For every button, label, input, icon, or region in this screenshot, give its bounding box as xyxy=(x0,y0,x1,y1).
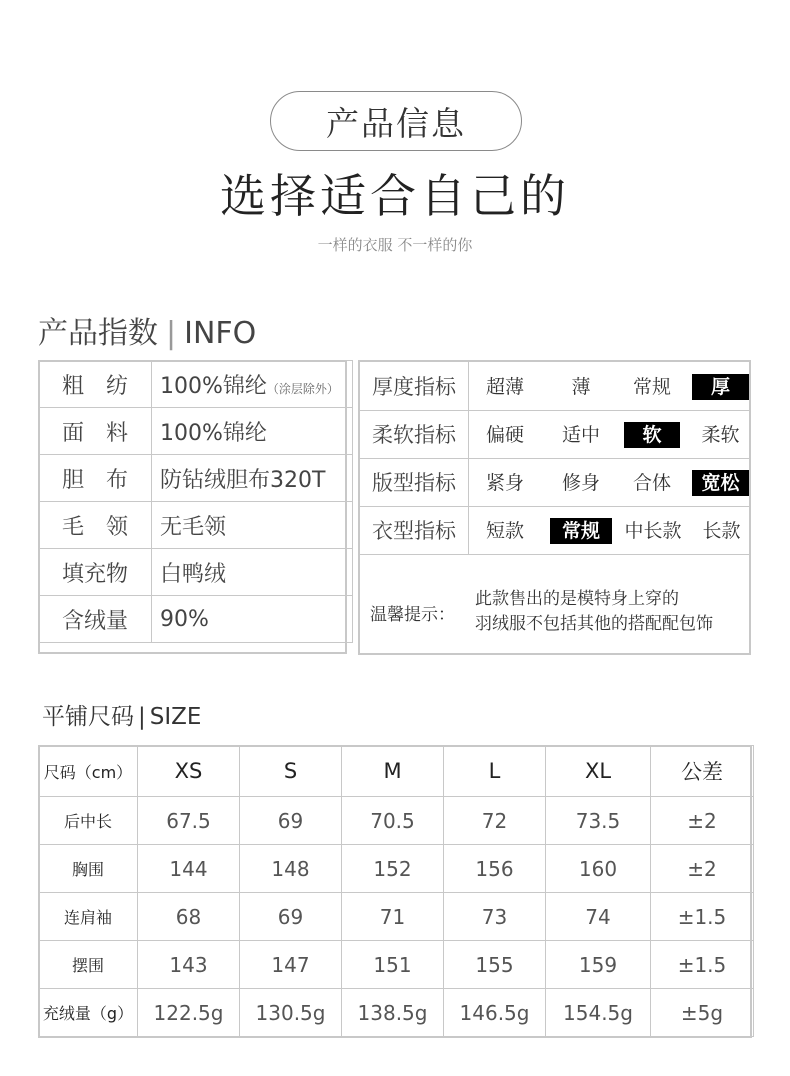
table-row xyxy=(39,797,754,845)
spec-row xyxy=(39,408,353,455)
section-pill-product-info xyxy=(270,91,522,151)
index-option: 偏硬 xyxy=(485,424,524,446)
product-index-title-cn: 产品指数 xyxy=(38,316,158,351)
size-cell: ±2 xyxy=(651,797,754,845)
index-option: 超薄 xyxy=(485,376,524,398)
index-label: 版型指标 xyxy=(360,458,469,506)
size-cell: 122.5g xyxy=(138,989,240,1037)
size-cell: ±5g xyxy=(651,989,754,1037)
size-header-row xyxy=(39,746,754,797)
size-cell: 147 xyxy=(240,941,342,989)
size-section-title xyxy=(42,698,201,731)
title-separator: | xyxy=(166,316,177,351)
index-option: 常规 xyxy=(632,376,671,398)
spec-key: 面 料 xyxy=(39,408,152,455)
index-option: 软 xyxy=(624,422,680,448)
tip-label: 温馨提示： xyxy=(370,605,455,625)
size-cell: 151 xyxy=(342,941,444,989)
size-row-label: 摆围 xyxy=(39,941,138,989)
spec-value: 90% xyxy=(152,596,353,643)
index-option: 常规 xyxy=(550,518,612,544)
index-option: 合体 xyxy=(632,472,671,494)
index-label: 柔软指标 xyxy=(360,410,469,458)
size-column-header: XL xyxy=(546,746,651,797)
spec-value: 100%锦纶 xyxy=(160,373,267,399)
size-cell: 69 xyxy=(240,893,342,941)
index-label: 衣型指标 xyxy=(360,506,469,554)
size-cell: 156 xyxy=(444,845,546,893)
index-option: 短款 xyxy=(485,520,524,542)
spec-table xyxy=(38,360,353,643)
size-cell: 154.5g xyxy=(546,989,651,1037)
title-separator: | xyxy=(138,704,146,730)
product-index-title-en: INFO xyxy=(184,316,257,351)
index-option: 柔软 xyxy=(701,424,740,446)
index-option: 适中 xyxy=(561,424,600,446)
index-option: 修身 xyxy=(561,472,600,494)
spec-key: 胆 布 xyxy=(39,455,152,502)
spec-key: 毛 领 xyxy=(39,502,152,549)
size-cell: ±2 xyxy=(651,845,754,893)
size-title-en: SIZE xyxy=(149,704,202,730)
index-option: 中长款 xyxy=(624,520,682,542)
spec-value: 无毛领 xyxy=(152,502,353,549)
size-cell: 160 xyxy=(546,845,651,893)
index-option: 长款 xyxy=(702,520,741,542)
size-cell: 155 xyxy=(444,941,546,989)
size-cell: 73 xyxy=(444,893,546,941)
size-column-header: L xyxy=(444,746,546,797)
table-row xyxy=(39,845,754,893)
table-row xyxy=(39,989,754,1037)
size-row-label: 连肩袖 xyxy=(39,893,138,941)
size-cell: 146.5g xyxy=(444,989,546,1037)
index-row-fit xyxy=(360,458,749,507)
table-row xyxy=(39,893,754,941)
size-cell: ±1.5 xyxy=(651,893,754,941)
size-corner-label: 尺码（cm） xyxy=(39,746,138,797)
size-table xyxy=(38,745,754,1037)
spec-row xyxy=(39,596,353,643)
spec-key: 填充物 xyxy=(39,549,152,596)
spec-key: 粗 纺 xyxy=(39,361,152,408)
size-column-header: XS xyxy=(138,746,240,797)
size-column-header: 公差 xyxy=(651,746,754,797)
size-cell: 72 xyxy=(444,797,546,845)
index-row-softness xyxy=(360,410,749,459)
spec-key: 含绒量 xyxy=(39,596,152,643)
headline: 选择适合自己的 xyxy=(220,169,570,223)
size-cell: 67.5 xyxy=(138,797,240,845)
size-cell: 73.5 xyxy=(546,797,651,845)
size-cell: ±1.5 xyxy=(651,941,754,989)
size-cell: 130.5g xyxy=(240,989,342,1037)
spec-row xyxy=(39,549,353,596)
index-row-thickness xyxy=(360,362,749,411)
size-row-label: 后中长 xyxy=(39,797,138,845)
index-label: 厚度指标 xyxy=(360,362,469,410)
spec-row xyxy=(39,361,353,408)
size-title-cn: 平铺尺码 xyxy=(42,704,134,730)
size-cell: 71 xyxy=(342,893,444,941)
size-cell: 152 xyxy=(342,845,444,893)
size-cell: 143 xyxy=(138,941,240,989)
size-cell: 69 xyxy=(240,797,342,845)
size-row-label: 充绒量（g） xyxy=(39,989,138,1037)
spec-value: 100%锦纶 xyxy=(152,408,353,455)
size-column-header: M xyxy=(342,746,444,797)
size-cell: 68 xyxy=(138,893,240,941)
spec-note: （涂层除外） xyxy=(266,381,339,396)
index-row-length xyxy=(360,506,749,555)
tip-line: 羽绒服不包括其他的搭配配包饰 xyxy=(475,614,713,634)
size-cell: 148 xyxy=(240,845,342,893)
pill-label: 产品信息 xyxy=(326,103,466,143)
index-panel xyxy=(358,360,751,655)
index-option: 厚 xyxy=(692,374,749,400)
spec-row xyxy=(39,502,353,549)
size-cell: 144 xyxy=(138,845,240,893)
size-cell: 74 xyxy=(546,893,651,941)
spec-value-cell xyxy=(152,361,353,408)
size-column-header: S xyxy=(240,746,342,797)
index-option: 紧身 xyxy=(485,472,524,494)
size-cell: 138.5g xyxy=(342,989,444,1037)
spec-row xyxy=(39,455,353,502)
size-row-label: 胸围 xyxy=(39,845,138,893)
tip-line: 此款售出的是模特身上穿的 xyxy=(475,589,679,609)
tagline: 一样的衣服 不一样的你 xyxy=(317,236,473,254)
size-cell: 159 xyxy=(546,941,651,989)
index-option: 宽松 xyxy=(692,470,749,496)
index-option: 薄 xyxy=(571,376,591,398)
size-cell: 70.5 xyxy=(342,797,444,845)
spec-value: 防钻绒胆布320T xyxy=(152,455,353,502)
spec-value: 白鸭绒 xyxy=(152,549,353,596)
table-row xyxy=(39,941,754,989)
product-index-title xyxy=(38,308,256,352)
